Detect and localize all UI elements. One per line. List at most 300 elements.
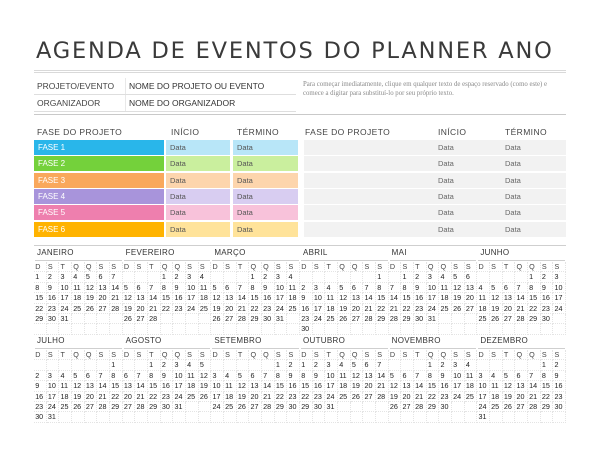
day-cell[interactable]: 9 [173,283,186,293]
phase-name-cell[interactable]: FASE 4 [34,189,164,204]
day-cell[interactable]: 18 [186,381,199,391]
day-cell[interactable]: 11 [465,371,478,381]
day-cell[interactable]: 20 [503,304,516,314]
day-cell[interactable]: 26 [85,304,98,314]
day-cell[interactable]: 31 [47,412,60,422]
day-cell[interactable] [490,272,503,282]
day-cell[interactable]: 5 [199,360,212,370]
day-cell[interactable]: 26 [72,402,85,412]
day-cell[interactable]: 10 [275,283,288,293]
phase-start-cell[interactable]: Data [166,140,230,155]
day-cell[interactable] [199,402,212,412]
day-cell[interactable]: 24 [211,402,224,412]
phase-start-cell-right[interactable]: Data [434,140,501,155]
day-cell[interactable]: 31 [427,314,440,324]
phase-start-cell[interactable]: Data [166,205,230,220]
day-cell[interactable]: 20 [85,392,98,402]
day-cell[interactable]: 1 [401,272,414,282]
day-cell[interactable]: 9 [541,283,554,293]
day-cell[interactable]: 1 [275,360,288,370]
placeholder-note[interactable]: Para começar imediatamente, clique em qualquer texto de espaço reservado (como este) e comece a digitar para substituí-lo por seu próprio texto. [303,81,548,97]
day-cell[interactable]: 26 [490,314,503,324]
day-cell[interactable]: 7 [262,371,275,381]
day-cell[interactable]: 31 [275,314,288,324]
day-cell[interactable]: 16 [173,293,186,303]
day-cell[interactable] [452,412,465,422]
day-cell[interactable] [72,412,85,422]
day-cell[interactable]: 11 [439,283,452,293]
day-cell[interactable] [262,412,275,422]
day-cell[interactable] [211,272,224,282]
day-cell[interactable]: 10 [325,371,338,381]
day-cell[interactable] [34,360,47,370]
day-cell[interactable] [363,402,376,412]
day-cell[interactable]: 8 [110,371,123,381]
day-cell[interactable]: 8 [161,283,174,293]
day-cell[interactable] [477,272,490,282]
day-cell[interactable]: 14 [363,293,376,303]
day-cell[interactable] [186,402,199,412]
day-cell[interactable]: 2 [439,360,452,370]
day-cell[interactable]: 27 [351,314,364,324]
day-cell[interactable]: 3 [59,272,72,282]
day-cell[interactable]: 28 [262,402,275,412]
day-cell[interactable]: 25 [465,392,478,402]
day-cell[interactable]: 1 [148,360,161,370]
day-cell[interactable] [59,412,72,422]
day-cell[interactable]: 26 [237,402,250,412]
day-cell[interactable]: 19 [123,304,136,314]
day-cell[interactable]: 13 [503,293,516,303]
day-cell[interactable]: 4 [490,371,503,381]
day-cell[interactable] [515,360,528,370]
phase-start-cell[interactable]: Data [166,222,230,237]
day-cell[interactable] [389,412,402,422]
day-cell[interactable] [515,412,528,422]
day-cell[interactable]: 5 [490,283,503,293]
day-cell[interactable]: 20 [465,293,478,303]
day-cell[interactable]: 7 [110,272,123,282]
day-cell[interactable] [237,412,250,422]
day-cell[interactable]: 4 [325,283,338,293]
day-cell[interactable]: 8 [427,371,440,381]
phase-end-cell-right[interactable]: Data [501,173,566,188]
day-cell[interactable]: 26 [452,304,465,314]
day-cell[interactable]: 11 [186,371,199,381]
day-cell[interactable]: 6 [515,371,528,381]
day-cell[interactable]: 19 [351,381,364,391]
day-cell[interactable] [401,360,414,370]
phase-name-cell-right[interactable] [304,173,434,188]
day-cell[interactable]: 13 [515,381,528,391]
day-cell[interactable]: 11 [72,283,85,293]
day-cell[interactable]: 14 [262,381,275,391]
day-cell[interactable]: 19 [452,293,465,303]
day-cell[interactable]: 12 [85,283,98,293]
day-cell[interactable]: 4 [59,371,72,381]
day-cell[interactable] [237,272,250,282]
day-cell[interactable]: 17 [275,293,288,303]
day-cell[interactable]: 16 [313,381,326,391]
day-cell[interactable]: 25 [287,304,300,314]
day-cell[interactable]: 25 [477,314,490,324]
day-cell[interactable]: 31 [325,402,338,412]
day-cell[interactable]: 3 [452,360,465,370]
day-cell[interactable]: 4 [439,272,452,282]
day-cell[interactable]: 12 [237,381,250,391]
day-cell[interactable]: 25 [439,304,452,314]
day-cell[interactable]: 22 [249,304,262,314]
day-cell[interactable]: 13 [224,293,237,303]
day-cell[interactable]: 18 [490,392,503,402]
day-cell[interactable]: 16 [34,392,47,402]
day-cell[interactable]: 1 [34,272,47,282]
day-cell[interactable]: 20 [401,392,414,402]
day-cell[interactable]: 7 [148,283,161,293]
day-cell[interactable]: 8 [541,371,554,381]
phase-name-cell[interactable]: FASE 3 [34,173,164,188]
day-cell[interactable] [211,412,224,422]
day-cell[interactable]: 19 [389,392,402,402]
day-cell[interactable] [363,412,376,422]
day-cell[interactable]: 27 [515,402,528,412]
day-cell[interactable] [85,314,98,324]
day-cell[interactable] [123,360,136,370]
day-cell[interactable]: 9 [161,371,174,381]
day-cell[interactable]: 29 [427,402,440,412]
day-cell[interactable]: 30 [34,412,47,422]
day-cell[interactable] [224,272,237,282]
day-cell[interactable]: 3 [553,272,566,282]
day-cell[interactable]: 12 [389,381,402,391]
day-cell[interactable]: 26 [351,392,364,402]
day-cell[interactable]: 27 [224,314,237,324]
day-cell[interactable]: 10 [47,381,60,391]
day-cell[interactable]: 17 [477,392,490,402]
day-cell[interactable]: 2 [34,371,47,381]
day-cell[interactable]: 6 [249,371,262,381]
day-cell[interactable] [148,412,161,422]
day-cell[interactable] [363,272,376,282]
day-cell[interactable]: 25 [490,402,503,412]
day-cell[interactable] [262,360,275,370]
day-cell[interactable]: 30 [287,402,300,412]
phase-name-cell-right[interactable] [304,205,434,220]
day-cell[interactable] [110,412,123,422]
day-cell[interactable]: 10 [59,283,72,293]
day-cell[interactable] [325,272,338,282]
day-cell[interactable]: 23 [553,392,566,402]
day-cell[interactable] [389,360,402,370]
day-cell[interactable]: 6 [85,371,98,381]
day-cell[interactable] [541,412,554,422]
day-cell[interactable]: 16 [414,293,427,303]
day-cell[interactable]: 4 [465,360,478,370]
day-cell[interactable]: 5 [338,283,351,293]
day-cell[interactable] [452,402,465,412]
day-cell[interactable]: 28 [135,402,148,412]
day-cell[interactable]: 10 [427,283,440,293]
phase-name-cell-right[interactable] [304,189,434,204]
day-cell[interactable]: 28 [528,402,541,412]
day-cell[interactable]: 17 [313,304,326,314]
day-cell[interactable]: 7 [528,371,541,381]
day-cell[interactable] [148,272,161,282]
day-cell[interactable]: 6 [401,371,414,381]
day-cell[interactable]: 4 [477,283,490,293]
day-cell[interactable]: 3 [275,272,288,282]
day-cell[interactable]: 15 [275,381,288,391]
day-cell[interactable] [338,402,351,412]
day-cell[interactable]: 17 [47,392,60,402]
day-cell[interactable] [553,412,566,422]
phase-end-cell-right[interactable]: Data [501,156,566,171]
day-cell[interactable]: 1 [541,360,554,370]
day-cell[interactable]: 4 [338,360,351,370]
day-cell[interactable] [300,272,313,282]
day-cell[interactable]: 1 [110,360,123,370]
day-cell[interactable]: 24 [427,304,440,314]
day-cell[interactable]: 1 [376,272,389,282]
day-cell[interactable] [503,412,516,422]
day-cell[interactable]: 28 [97,402,110,412]
day-cell[interactable]: 23 [414,304,427,314]
day-cell[interactable]: 18 [477,304,490,314]
day-cell[interactable]: 27 [503,314,516,324]
day-cell[interactable]: 23 [541,304,554,314]
day-cell[interactable]: 31 [477,412,490,422]
phase-name-cell[interactable]: FASE 1 [34,140,164,155]
day-cell[interactable]: 19 [199,381,212,391]
day-cell[interactable]: 8 [300,371,313,381]
day-cell[interactable]: 2 [161,360,174,370]
day-cell[interactable]: 21 [148,304,161,314]
day-cell[interactable]: 10 [173,371,186,381]
day-cell[interactable]: 10 [211,381,224,391]
day-cell[interactable]: 3 [173,360,186,370]
day-cell[interactable]: 29 [541,402,554,412]
day-cell[interactable]: 16 [541,293,554,303]
day-cell[interactable]: 30 [47,314,60,324]
day-cell[interactable]: 7 [389,283,402,293]
day-cell[interactable] [161,314,174,324]
day-cell[interactable]: 25 [338,392,351,402]
day-cell[interactable] [97,360,110,370]
day-cell[interactable]: 4 [224,371,237,381]
day-cell[interactable]: 14 [148,293,161,303]
day-cell[interactable]: 18 [338,381,351,391]
day-cell[interactable] [237,360,250,370]
day-cell[interactable]: 10 [477,381,490,391]
day-cell[interactable]: 29 [376,314,389,324]
day-cell[interactable] [427,412,440,422]
day-cell[interactable]: 30 [414,314,427,324]
day-cell[interactable]: 23 [47,304,60,314]
day-cell[interactable]: 15 [148,381,161,391]
phase-end-cell[interactable]: Data [233,222,298,237]
day-cell[interactable]: 4 [72,272,85,282]
day-cell[interactable]: 4 [287,272,300,282]
day-cell[interactable]: 2 [541,272,554,282]
day-cell[interactable]: 21 [97,392,110,402]
day-cell[interactable]: 31 [59,314,72,324]
day-cell[interactable]: 22 [401,304,414,314]
day-cell[interactable] [490,412,503,422]
day-cell[interactable] [47,360,60,370]
day-cell[interactable]: 7 [376,360,389,370]
day-cell[interactable]: 2 [313,360,326,370]
day-cell[interactable] [503,272,516,282]
day-cell[interactable] [553,314,566,324]
day-cell[interactable]: 21 [528,392,541,402]
phase-end-cell-right[interactable]: Data [501,189,566,204]
day-cell[interactable]: 14 [376,371,389,381]
day-cell[interactable] [72,360,85,370]
day-cell[interactable]: 6 [135,283,148,293]
day-cell[interactable]: 6 [503,283,516,293]
day-cell[interactable]: 16 [439,381,452,391]
day-cell[interactable]: 23 [173,304,186,314]
day-cell[interactable]: 25 [325,314,338,324]
day-cell[interactable]: 19 [211,304,224,314]
day-cell[interactable]: 9 [47,283,60,293]
day-cell[interactable] [465,314,478,324]
day-cell[interactable]: 2 [262,272,275,282]
day-cell[interactable]: 9 [313,371,326,381]
day-cell[interactable] [135,272,148,282]
day-cell[interactable]: 4 [186,360,199,370]
day-cell[interactable]: 22 [148,392,161,402]
day-cell[interactable] [135,360,148,370]
day-cell[interactable]: 7 [363,283,376,293]
day-cell[interactable]: 5 [351,360,364,370]
day-cell[interactable]: 20 [123,392,136,402]
day-cell[interactable]: 20 [351,304,364,314]
day-cell[interactable] [338,272,351,282]
day-cell[interactable]: 10 [452,371,465,381]
phase-end-cell[interactable]: Data [233,156,298,171]
day-cell[interactable]: 10 [553,283,566,293]
phase-name-cell[interactable]: FASE 2 [34,156,164,171]
day-cell[interactable] [490,360,503,370]
phase-name-cell-right[interactable] [304,140,434,155]
day-cell[interactable]: 14 [414,381,427,391]
day-cell[interactable]: 20 [224,304,237,314]
day-cell[interactable]: 29 [110,402,123,412]
day-cell[interactable] [351,402,364,412]
day-cell[interactable] [224,360,237,370]
day-cell[interactable]: 19 [72,392,85,402]
day-cell[interactable]: 28 [237,314,250,324]
day-cell[interactable]: 28 [110,304,123,314]
day-cell[interactable] [249,412,262,422]
day-cell[interactable]: 14 [528,381,541,391]
day-cell[interactable]: 22 [275,392,288,402]
day-cell[interactable]: 18 [439,293,452,303]
day-cell[interactable]: 2 [173,272,186,282]
day-cell[interactable]: 21 [376,381,389,391]
day-cell[interactable]: 7 [237,283,250,293]
day-cell[interactable]: 11 [477,293,490,303]
day-cell[interactable]: 26 [123,314,136,324]
day-cell[interactable] [300,412,313,422]
day-cell[interactable] [325,412,338,422]
day-cell[interactable]: 2 [47,272,60,282]
day-cell[interactable]: 3 [211,371,224,381]
day-cell[interactable]: 25 [199,304,212,314]
day-cell[interactable]: 9 [262,283,275,293]
day-cell[interactable]: 11 [287,283,300,293]
day-cell[interactable] [414,412,427,422]
day-cell[interactable] [338,412,351,422]
day-cell[interactable]: 28 [148,314,161,324]
day-cell[interactable]: 10 [313,293,326,303]
day-cell[interactable]: 23 [313,392,326,402]
day-cell[interactable]: 19 [338,304,351,314]
day-cell[interactable]: 1 [161,272,174,282]
day-cell[interactable]: 24 [59,304,72,314]
day-cell[interactable] [135,412,148,422]
day-cell[interactable]: 21 [237,304,250,314]
organizer-name-field[interactable]: NOME DO ORGANIZADOR [125,95,296,111]
day-cell[interactable]: 15 [427,381,440,391]
day-cell[interactable] [503,360,516,370]
day-cell[interactable]: 16 [553,381,566,391]
day-cell[interactable]: 30 [262,314,275,324]
day-cell[interactable]: 20 [363,381,376,391]
phase-name-cell[interactable]: FASE 5 [34,205,164,220]
day-cell[interactable]: 29 [401,314,414,324]
day-cell[interactable] [389,272,402,282]
day-cell[interactable] [123,412,136,422]
day-cell[interactable]: 26 [338,314,351,324]
phase-start-cell-right[interactable]: Data [434,205,501,220]
day-cell[interactable]: 10 [186,283,199,293]
day-cell[interactable]: 14 [97,381,110,391]
day-cell[interactable] [173,314,186,324]
day-cell[interactable]: 2 [287,360,300,370]
day-cell[interactable]: 11 [59,381,72,391]
day-cell[interactable]: 3 [325,360,338,370]
day-cell[interactable] [59,360,72,370]
phase-start-cell[interactable]: Data [166,189,230,204]
day-cell[interactable] [123,272,136,282]
day-cell[interactable]: 8 [401,283,414,293]
day-cell[interactable]: 11 [325,293,338,303]
day-cell[interactable]: 31 [173,402,186,412]
day-cell[interactable] [199,412,212,422]
phase-end-cell[interactable]: Data [233,205,298,220]
day-cell[interactable]: 25 [59,402,72,412]
day-cell[interactable]: 13 [249,381,262,391]
day-cell[interactable] [72,314,85,324]
day-cell[interactable] [401,412,414,422]
day-cell[interactable]: 27 [85,402,98,412]
day-cell[interactable]: 4 [199,272,212,282]
day-cell[interactable]: 2 [300,283,313,293]
day-cell[interactable] [85,360,98,370]
day-cell[interactable] [161,412,174,422]
day-cell[interactable]: 27 [249,402,262,412]
day-cell[interactable] [528,412,541,422]
day-cell[interactable]: 29 [249,314,262,324]
phase-end-cell-right[interactable]: Data [501,205,566,220]
day-cell[interactable]: 17 [211,392,224,402]
day-cell[interactable]: 12 [211,293,224,303]
day-cell[interactable]: 17 [427,293,440,303]
day-cell[interactable] [452,314,465,324]
day-cell[interactable]: 7 [135,371,148,381]
